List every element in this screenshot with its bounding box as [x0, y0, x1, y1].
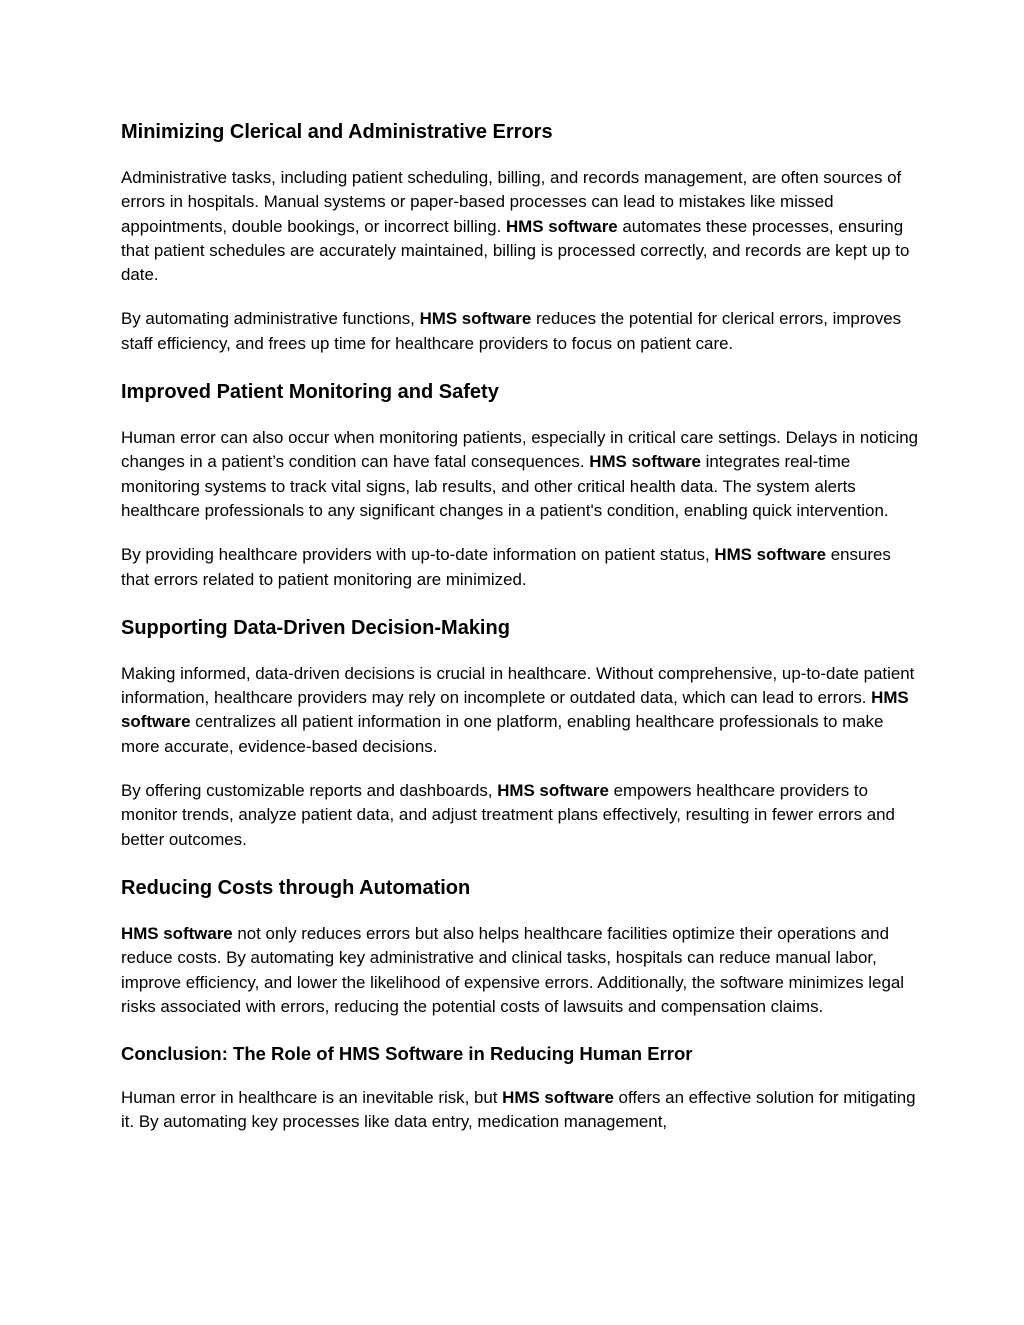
paragraph [121, 543, 921, 592]
bold-term: HMS software [589, 452, 701, 472]
paragraph [121, 779, 921, 852]
paragraph-text: automates these processes, ensuring that patient schedules are accurately maintained, billing is processed correctly, and records are kept up to date. [121, 216, 910, 285]
paragraph [121, 166, 921, 287]
bold-term: HMS software [505, 216, 618, 236]
section-heading: Improved Patient Monitoring and Safety [121, 381, 499, 404]
paragraph [121, 307, 921, 356]
paragraph [121, 1086, 921, 1135]
bold-term: HMS software [121, 688, 909, 732]
paragraph-text: empowers healthcare providers to monitor trends, analyze patient data, and adjust treatment plans effectively, resulting in fewer errors and better outcomes. [121, 781, 895, 849]
bold-term: HMS software [121, 923, 233, 943]
paragraph-text: centralizes all patient information in one platform, enabling healthcare professionals to make more accurate, evidence-based decisions. [121, 712, 884, 756]
section-heading: Reducing Costs through Automation [121, 876, 471, 899]
paragraph-text: not only reduces errors but also helps healthcare facilities optimize their operations and reduce costs. By automating key administrative and clinical tasks, hospitals can reduce manual labor, improve efficiency, and lower the likelihood of expensive errors. Additionally, the software minimizes legal risks associated with errors, reducing the potential costs of lawsuits and compensation claims. [121, 923, 904, 1016]
section-administrative-errors [121, 118, 921, 356]
paragraph-text: offers an effective solution for mitigating it. By automating key processes like data entry, medication management, [121, 1088, 916, 1132]
paragraph-text: Making informed, data-driven decisions is crucial in healthcare. Without comprehensive, up-to-date patient information, healthcare providers may rely on incomplete or outdated data, which can lead to errors. [121, 663, 915, 708]
document-page [121, 118, 921, 1155]
section-reducing-costs [121, 874, 921, 1019]
section-heading: Supporting Data-Driven Decision-Making [121, 616, 510, 639]
paragraph [121, 922, 921, 1019]
bold-term: HMS software [502, 1088, 614, 1108]
section-heading: Minimizing Clerical and Administrative Errors [121, 121, 553, 143]
paragraph-text: Administrative tasks, including patient scheduling, billing, and records management, are often sources of errors in hospitals. Manual systems or paper-based processes can lead to mistakes like missed appointments, double bookings, or incorrect billing. [121, 168, 902, 236]
bold-term: HMS software [497, 781, 609, 801]
paragraph-text: Human error can also occur when monitoring patients, especially in critical care settings. Delays in noticing changes in a patient’s condition can have fatal consequences. [121, 428, 919, 472]
section-conclusion [121, 1041, 921, 1135]
paragraph-text: Human error in healthcare is an inevitable risk, but [121, 1088, 503, 1108]
paragraph-text: By providing healthcare providers with up-to-date information on patient status, [121, 545, 715, 565]
paragraph [121, 662, 921, 759]
paragraph-text: By offering customizable reports and dashboards, [121, 781, 498, 801]
section-heading: Conclusion: The Role of HMS Software in Reducing Human Error [121, 1043, 693, 1065]
bold-term: HMS software [714, 545, 827, 565]
paragraph-text: ensures that errors related to patient monitoring are minimized. [121, 545, 891, 589]
paragraph-text: integrates real-time monitoring systems to track vital signs, lab results, and other critical health data. The system alerts healthcare professionals to any significant changes in a patient's condition, enabling quick intervention. [121, 452, 889, 520]
paragraph [121, 426, 921, 523]
paragraph-text: reduces the potential for clerical errors, improves staff efficiency, and frees up time for healthcare providers to focus on patient care. [121, 309, 902, 353]
bold-term: HMS software [419, 309, 532, 329]
paragraph-text: By automating administrative functions, [121, 309, 420, 329]
section-decision-making [121, 614, 921, 852]
section-patient-monitoring [121, 378, 921, 592]
